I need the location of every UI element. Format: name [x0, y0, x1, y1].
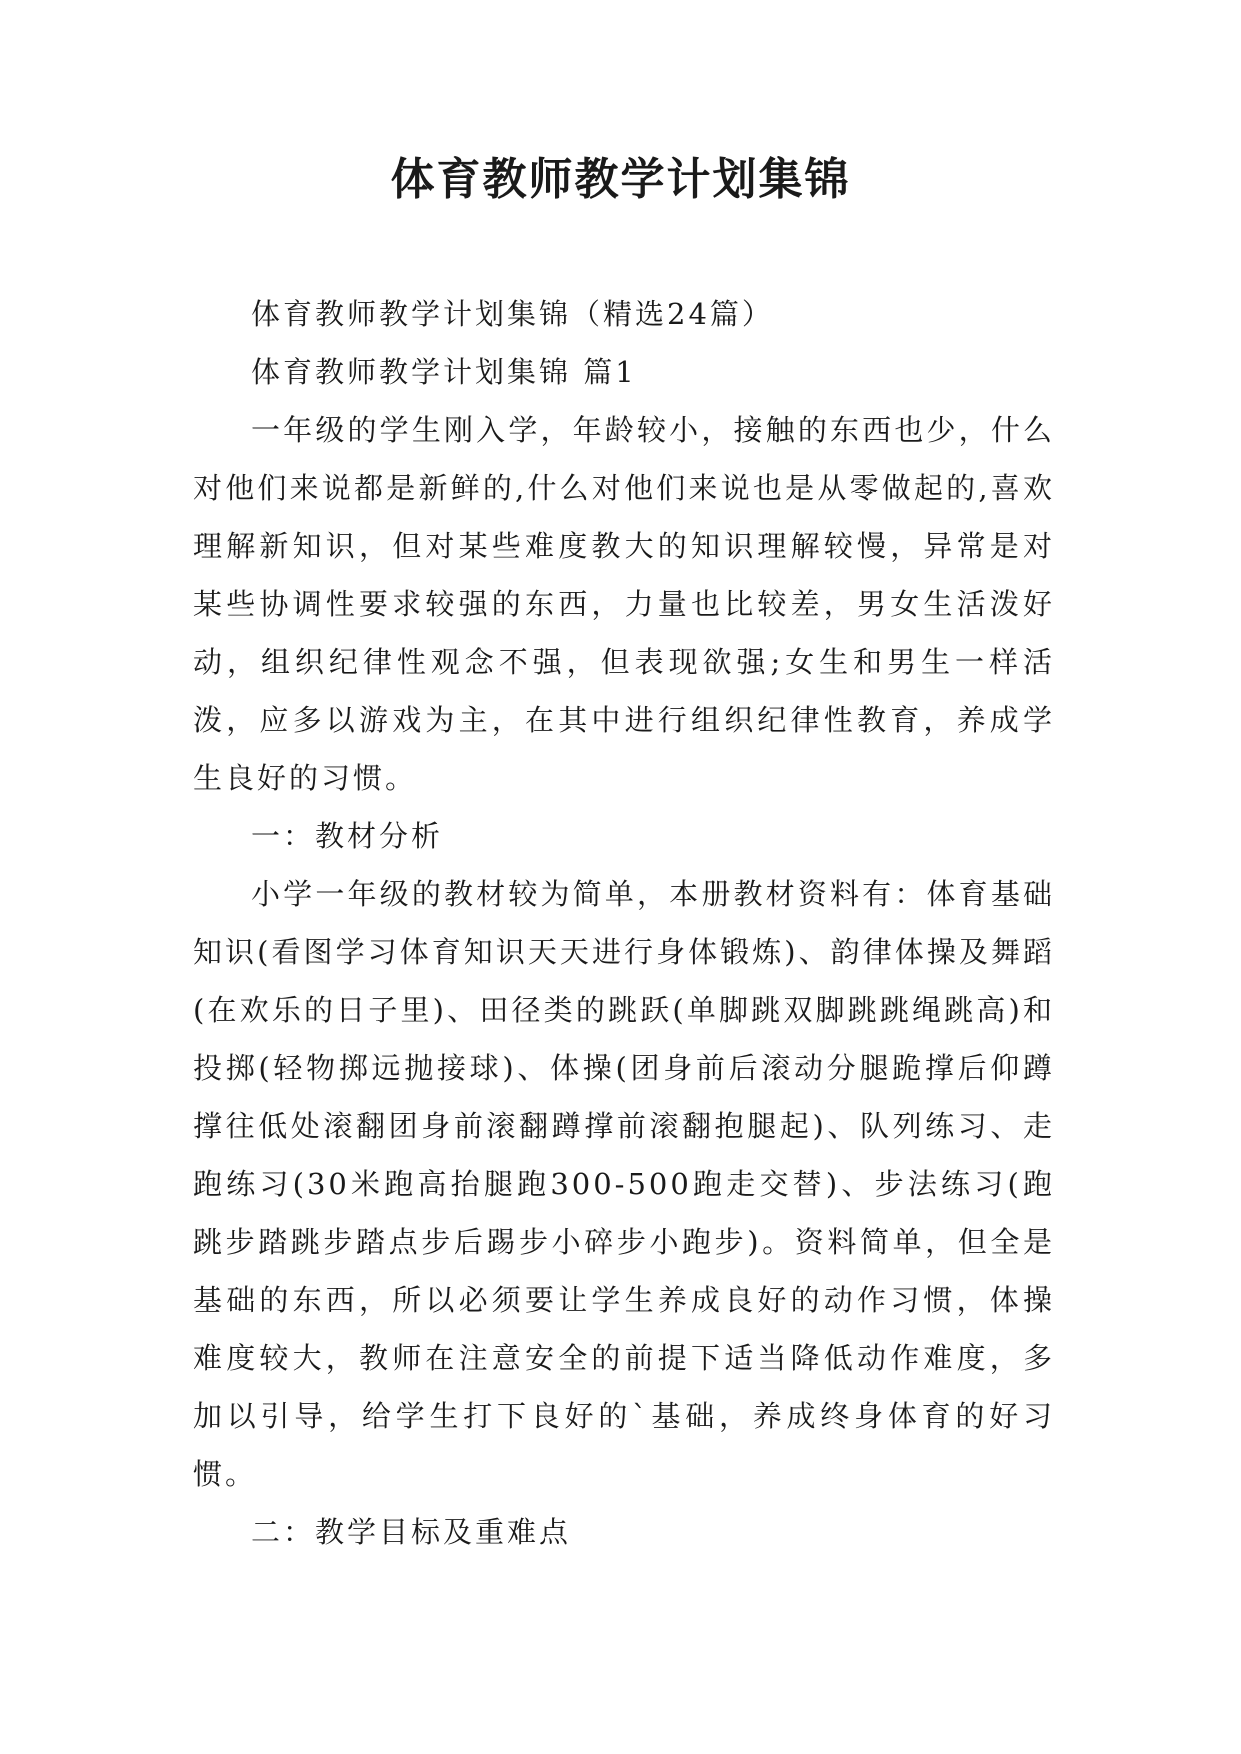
paragraph-materials-analysis: 小学一年级的教材较为简单，本册教材资料有：体育基础知识(看图学习体育知识天天进行身体锻炼)、韵律体操及舞蹈(在欢乐的日子里)、田径类的跳跃(单脚跳双脚跳跳绳跳高)和投掷(轻物掷远抛接球)、体操(团身前后滚动分腿跪撑后仰蹲撑往低处滚翻团身前滚翻蹲撑前滚翻抱腿起)、队列练习、走跑练习(30米跑高抬腿跑300-500跑走交替)、步法练习(跑跳步踏跳步踏点步后踢步小碎步小跑步)。资料简单，但全是基础的东西，所以必须要让学生养成良好的动作习惯，体操难度较大，教师在注意安全的前提下适当降低动作难度，多加以引导，给学生打下良好的`基础，养成终身体育的好习惯。: [193, 877, 1055, 1491]
document-title: 体育教师教学计划集锦: [390, 154, 851, 205]
paragraph-section-heading: 体育教师教学计划集锦 篇1: [251, 355, 637, 389]
document-body: [193, 285, 1055, 1561]
paragraph-heading-materials: 一：教材分析: [251, 819, 444, 853]
paragraph-subtitle: 体育教师教学计划集锦（精选24篇）: [251, 297, 774, 331]
paragraph-student-analysis: 一年级的学生刚入学，年龄较小，接触的东西也少，什么对他们来说都是新鲜的,什么对他们来说也是从零做起的,喜欢理解新知识，但对某些难度教大的知识理解较慢，异常是对某些协调性要求较强的东西，力量也比较差，男女生活泼好动，组织纪律性观念不强，但表现欲强;女生和男生一样活泼，应多以游戏为主，在其中进行组织纪律性教育，养成学生良好的习惯。: [193, 413, 1055, 795]
paragraph-heading-goals: 二：教学目标及重难点: [251, 1515, 572, 1549]
